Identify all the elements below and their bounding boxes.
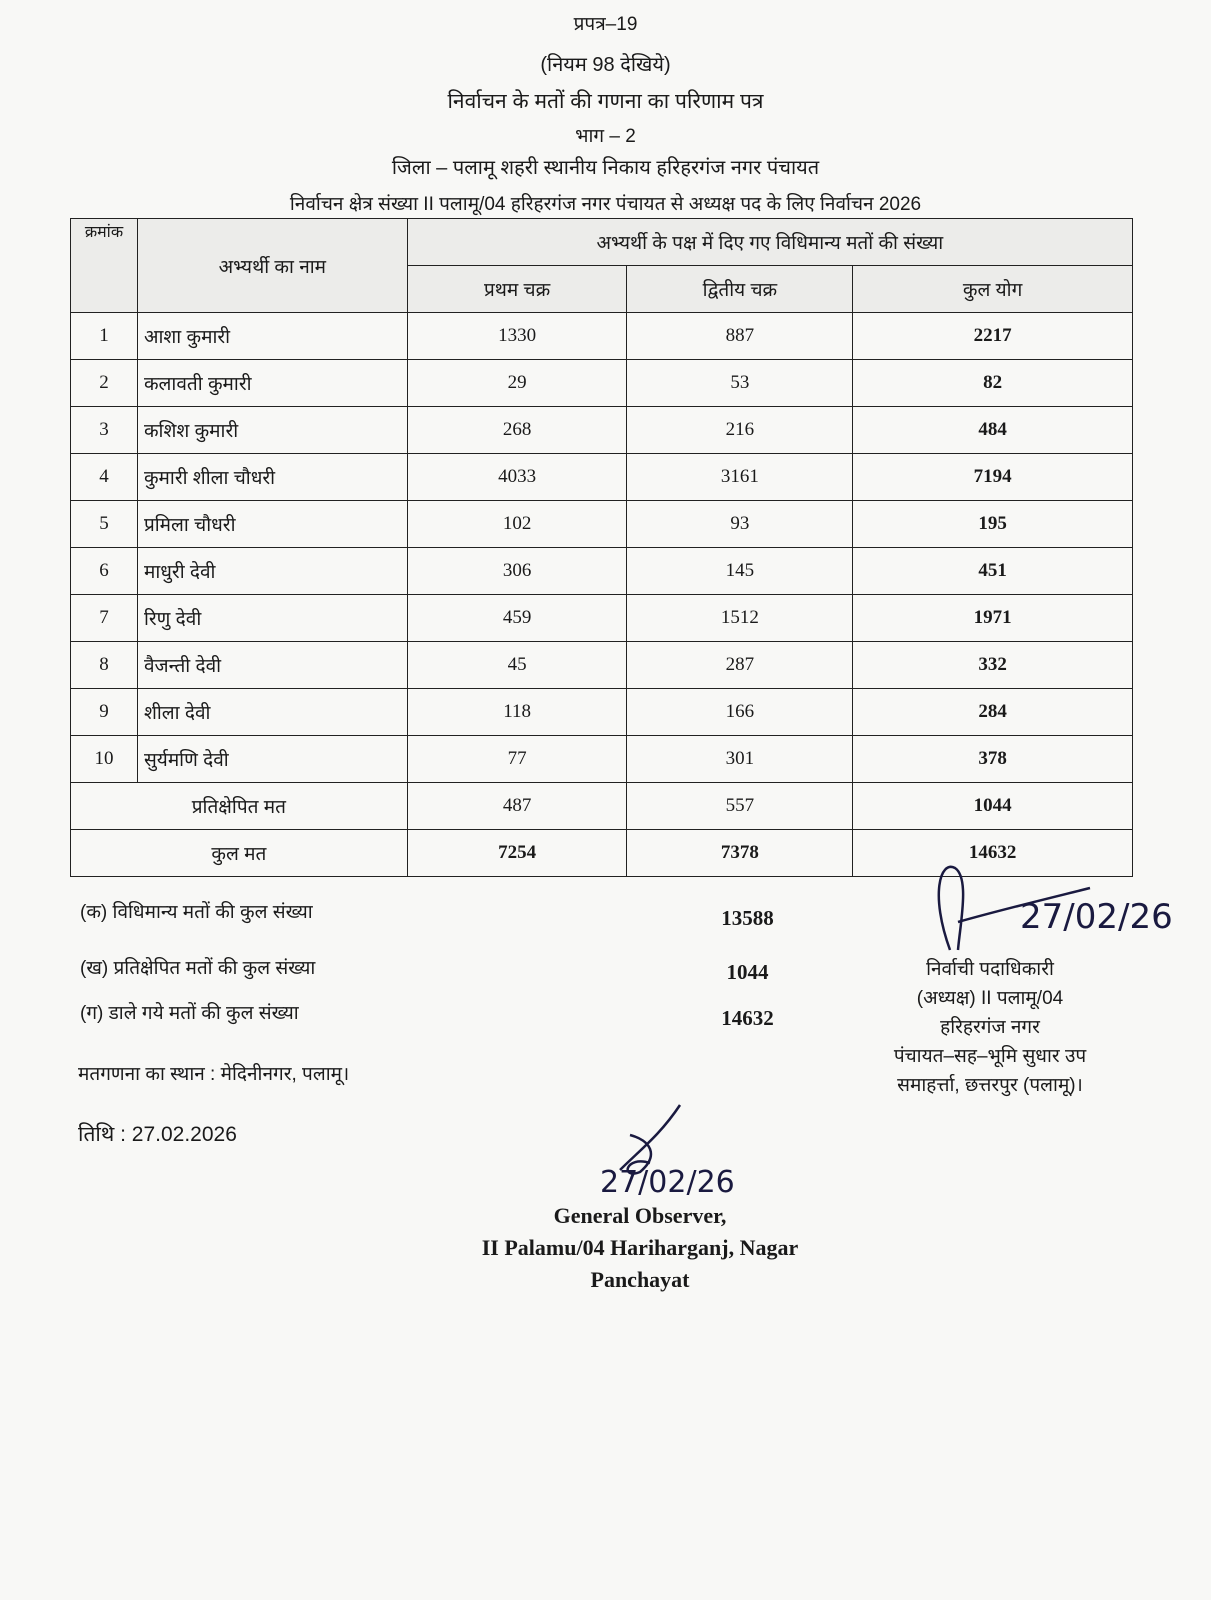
round1-votes: 77 <box>407 736 627 783</box>
serial-cell: 4 <box>71 454 138 501</box>
officer-designation <box>860 955 1120 1100</box>
round1-votes: 118 <box>407 689 627 736</box>
round2-votes: 287 <box>627 642 853 689</box>
candidate-name: प्रमिला चौधरी <box>137 501 407 548</box>
observer-designation <box>430 1200 850 1296</box>
form-number: प्रपत्र–19 <box>573 14 638 35</box>
candidate-row <box>71 407 1133 454</box>
candidate-name: कशिश कुमारी <box>137 407 407 454</box>
officer-line: समाहर्त्ता, छत्तरपुर (पलामू)। <box>897 1075 1083 1096</box>
serial-cell: 10 <box>71 736 138 783</box>
col-valid-votes: अभ्यर्थी के पक्ष में दिए गए विधिमान्य मतों की संख्या <box>407 219 1132 266</box>
observer-signature-date: 27/02/26 <box>600 1165 735 1198</box>
date: तिथि : 27.02.2026 <box>78 1123 237 1146</box>
serial-cell: 5 <box>71 501 138 548</box>
round2-votes: 216 <box>627 407 853 454</box>
col-serial: क्रमांक <box>71 219 138 313</box>
round2-votes: 53 <box>627 360 853 407</box>
candidate-row <box>71 642 1133 689</box>
observer-line: General Observer, <box>553 1203 727 1228</box>
col-total: कुल योग <box>853 266 1133 313</box>
rejected-row <box>71 783 1133 830</box>
round1-votes: 459 <box>407 595 627 642</box>
grand-total-votes: 14632 <box>853 830 1133 877</box>
round2-votes: 145 <box>627 548 853 595</box>
round1-votes: 102 <box>407 501 627 548</box>
officer-line: पंचायत–सह–भूमि सुधार उप <box>893 1046 1087 1067</box>
candidate-row <box>71 548 1133 595</box>
round1-votes: 1330 <box>407 313 627 360</box>
round1-votes: 45 <box>407 642 627 689</box>
officer-line: हरिहरगंज नगर <box>940 1017 1040 1038</box>
observer-line: II Palamu/04 Hariharganj, Nagar <box>481 1235 799 1260</box>
serial-cell: 2 <box>71 360 138 407</box>
round2-votes: 301 <box>627 736 853 783</box>
total-votes: 332 <box>853 642 1133 689</box>
candidate-name: आशा कुमारी <box>137 313 407 360</box>
grand-round1-votes: 7254 <box>407 830 627 877</box>
rejected-votes-value: 1044 <box>726 960 769 984</box>
valid-votes-value: 13588 <box>721 906 774 930</box>
cast-votes-value: 14632 <box>721 1006 774 1030</box>
district-line: जिला – पलामू शहरी स्थानीय निकाय हरिहरगंज नगर पंचायत <box>391 157 820 179</box>
candidate-name: कलावती कुमारी <box>137 360 407 407</box>
officer-line: (अध्यक्ष) II पलामू/04 <box>916 988 1064 1009</box>
candidate-name: कुमारी शीला चौधरी <box>137 454 407 501</box>
total-votes: 7194 <box>853 454 1133 501</box>
round2-votes: 3161 <box>627 454 853 501</box>
candidate-name: माधुरी देवी <box>137 548 407 595</box>
candidate-row <box>71 736 1133 783</box>
round1-votes: 4033 <box>407 454 627 501</box>
candidate-row <box>71 313 1133 360</box>
rejected-label: प्रतिक्षेपित मत <box>71 783 408 830</box>
round2-votes: 166 <box>627 689 853 736</box>
valid-votes-label: (क) विधिमान्य मतों की कुल संख्या <box>80 902 313 923</box>
round1-votes: 29 <box>407 360 627 407</box>
serial-cell: 8 <box>71 642 138 689</box>
rejected-round2-votes: 557 <box>627 783 853 830</box>
candidate-row <box>71 501 1133 548</box>
serial-cell: 3 <box>71 407 138 454</box>
candidate-row <box>71 689 1133 736</box>
officer-line: निर्वाची पदाधिकारी <box>926 959 1054 980</box>
round2-votes: 887 <box>627 313 853 360</box>
document-title: निर्वाचन के मतों की गणना का परिणाम पत्र <box>447 90 764 113</box>
candidate-name: सुर्यमणि देवी <box>137 736 407 783</box>
col-round2: द्वितीय चक्र <box>627 266 853 313</box>
total-votes: 484 <box>853 407 1133 454</box>
serial-cell: 7 <box>71 595 138 642</box>
round1-votes: 306 <box>407 548 627 595</box>
col-name: अभ्यर्थी का नाम <box>137 219 407 313</box>
round2-votes: 1512 <box>627 595 853 642</box>
constituency-line: निर्वाचन क्षेत्र संख्या II पलामू/04 हरिहरगंज नगर पंचायत से अध्यक्ष पद के लिए निर्वाचन 2026 <box>289 194 922 215</box>
total-votes: 378 <box>853 736 1133 783</box>
round2-votes: 93 <box>627 501 853 548</box>
part-label: भाग – 2 <box>575 126 636 147</box>
total-votes: 284 <box>853 689 1133 736</box>
cast-votes-label: (ग) डाले गये मतों की कुल संख्या <box>80 1003 299 1024</box>
candidate-row <box>71 595 1133 642</box>
serial-cell: 6 <box>71 548 138 595</box>
counting-place: मतगणना का स्थान : मेदिनीनगर, पलामू। <box>78 1064 350 1085</box>
grand-round2-votes: 7378 <box>627 830 853 877</box>
rejected-round1-votes: 487 <box>407 783 627 830</box>
observer-signature <box>570 1100 790 1198</box>
col-round1: प्रथम चक्र <box>407 266 627 313</box>
candidate-name: वैजन्ती देवी <box>137 642 407 689</box>
serial-cell: 1 <box>71 313 138 360</box>
candidate-row <box>71 454 1133 501</box>
officer-signature-date: 27/02/26 <box>1020 897 1173 937</box>
total-votes: 451 <box>853 548 1133 595</box>
results-table <box>70 218 1133 877</box>
round1-votes: 268 <box>407 407 627 454</box>
candidate-name: रिणु देवी <box>137 595 407 642</box>
total-votes: 2217 <box>853 313 1133 360</box>
total-votes: 1971 <box>853 595 1133 642</box>
officer-signature <box>920 860 1180 952</box>
candidate-name: शीला देवी <box>137 689 407 736</box>
observer-line: Panchayat <box>590 1267 690 1292</box>
rejected-votes-label: (ख) प्रतिक्षेपित मतों की कुल संख्या <box>80 958 316 979</box>
total-votes: 82 <box>853 360 1133 407</box>
grand-label: कुल मत <box>71 830 408 877</box>
rule-reference: (नियम 98 देखिये) <box>540 54 671 76</box>
total-votes: 195 <box>853 501 1133 548</box>
serial-cell: 9 <box>71 689 138 736</box>
candidate-row <box>71 360 1133 407</box>
rejected-total-votes: 1044 <box>853 783 1133 830</box>
